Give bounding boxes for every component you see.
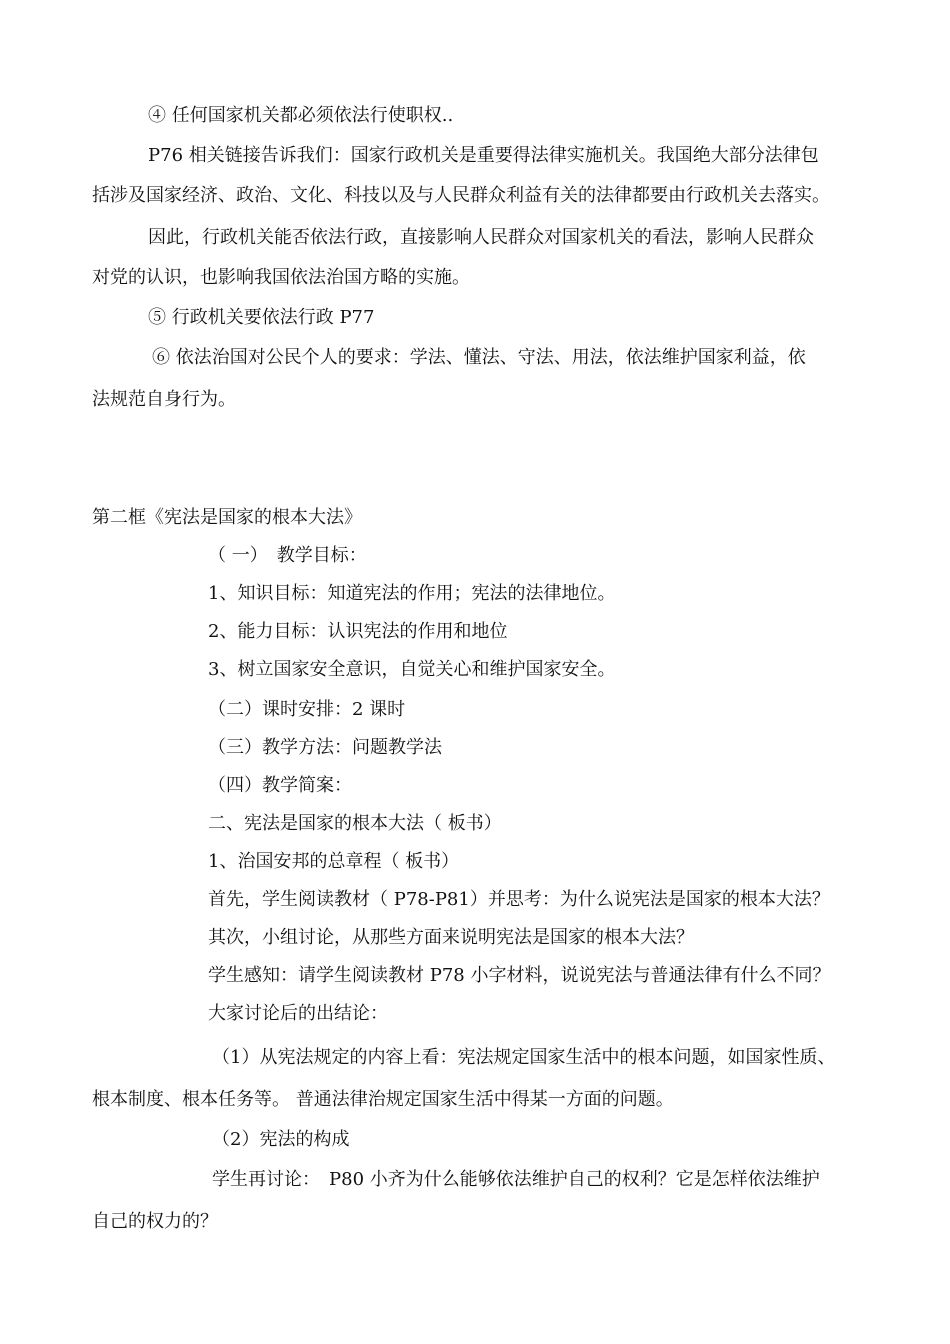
text-line: （二）课时安排：2 课时 xyxy=(208,699,406,720)
text-line: （2）宪法的构成 xyxy=(212,1129,350,1150)
text-line: P76 相关链接告诉我们：国家行政机关是重要得法律实施机关。我国绝大部分法律包 xyxy=(148,145,819,166)
text-line: （三）教学方法：问题教学法 xyxy=(208,737,442,758)
text-line: ⑤ 行政机关要依法行政 P77 xyxy=(148,307,375,328)
text-line: 对党的认识，也影响我国依法治国方略的实施。 xyxy=(92,267,470,288)
text-line: 1、知识目标：知道宪法的作用；宪法的法律地位。 xyxy=(208,583,616,604)
text-line: 学生再讨论： P80 小齐为什么能够依法维护自己的权利？它是怎样依法维护 xyxy=(212,1169,820,1190)
text-line: 括涉及国家经济、政治、文化、科技以及与人民群众利益有关的法律都要由行政机关去落实。 xyxy=(92,185,830,206)
text-line: 自己的权力的？ xyxy=(92,1211,218,1232)
text-line: 1、治国安邦的总章程（ 板书） xyxy=(208,851,460,872)
text-line: ④ 任何国家机关都必须依法行使职权.. xyxy=(148,105,454,126)
text-line: （1）从宪法规定的内容上看：宪法规定国家生活中的根本问题，如国家性质、 xyxy=(212,1047,836,1068)
text-line: 因此，行政机关能否依法行政，直接影响人民群众对国家机关的看法，影响人民群众 xyxy=(148,227,814,248)
text-line: 根本制度、根本任务等。 普通法律治规定国家生活中得某一方面的问题。 xyxy=(92,1089,674,1110)
text-line: 二、宪法是国家的根本大法（ 板书） xyxy=(208,813,502,834)
text-line: 大家讨论后的出结论： xyxy=(208,1003,388,1024)
text-line: 其次，小组讨论，从那些方面来说明宪法是国家的根本大法？ xyxy=(208,927,694,948)
text-line: 3、树立国家安全意识，自觉关心和维护国家安全。 xyxy=(208,659,616,680)
text-line: （ 一） 教学目标： xyxy=(208,545,367,566)
text-line: 2、能力目标：认识宪法的作用和地位 xyxy=(208,621,508,642)
text-line: （四）教学简案： xyxy=(208,775,352,796)
text-line: ⑥ 依法治国对公民个人的要求：学法、懂法、守法、用法，依法维护国家利益，依 xyxy=(152,347,806,368)
text-line: 首先，学生阅读教材（ P78-P81）并思考：为什么说宪法是国家的根本大法？ xyxy=(208,889,830,910)
text-line: 法规范自身行为。 xyxy=(92,389,236,410)
text-line: 学生感知：请学生阅读教材 P78 小字材料，说说宪法与普通法律有什么不同？ xyxy=(208,965,831,986)
section-title: 第二框《宪法是国家的根本大法》 xyxy=(92,507,362,528)
